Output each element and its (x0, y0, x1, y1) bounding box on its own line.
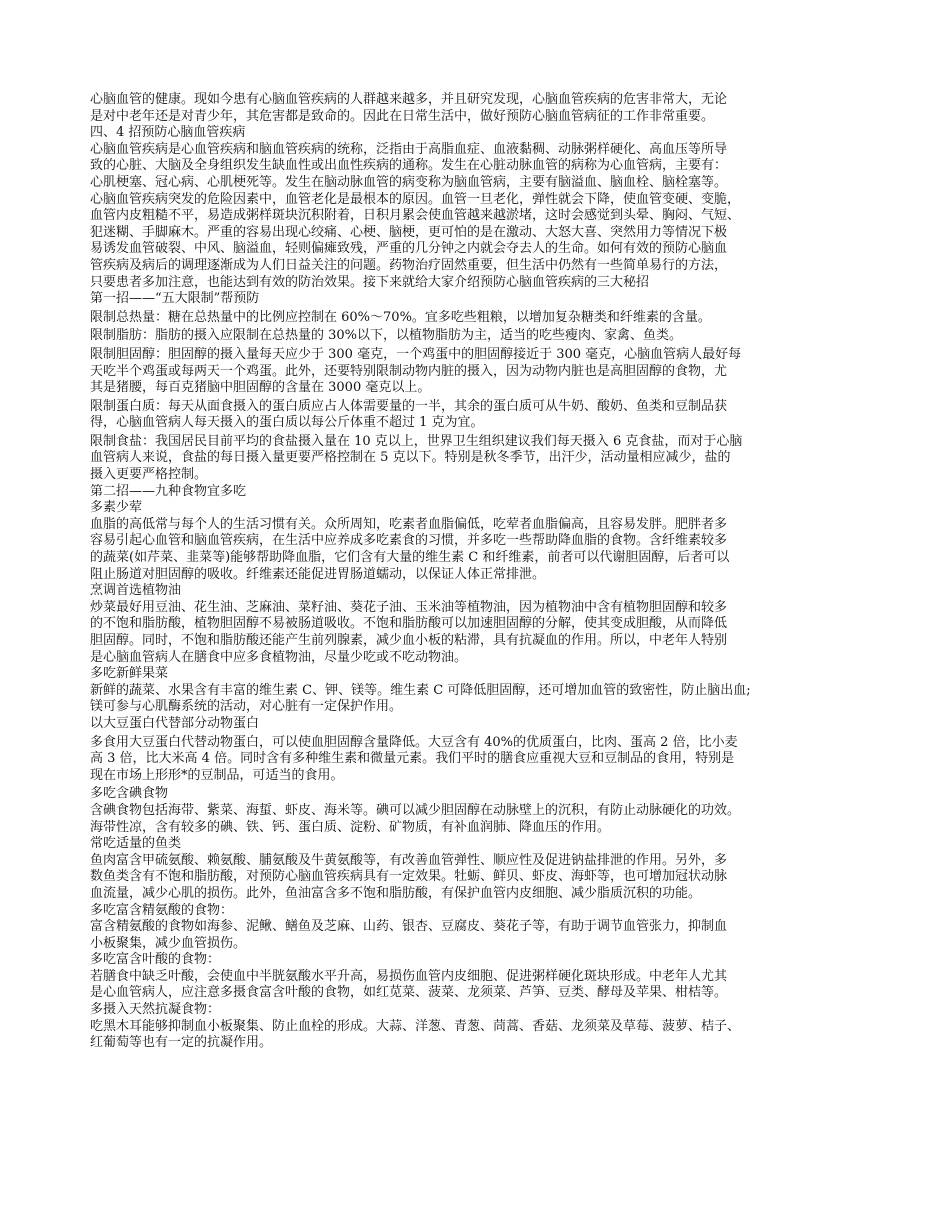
text-line: 多吃富含精氨酸的食物： (90, 902, 234, 918)
text-line: 胆固醇。同时，不饱和脂肪酸还能产生前列腺素，减少血小板的粘滞，具有抗凝血的作用。所以，中老年人特别 (90, 633, 728, 648)
text-line: 鱼肉富含甲硫氨酸、赖氨酸、脯氨酸及牛黄氨酸等，有改善血管弹性、顺应性及促进钠盐排泄的作用。另外，多 (90, 852, 728, 868)
text-line: 多吃含碘食物 (90, 786, 169, 802)
text-line: 数鱼类含有不饱和脂肪酸，对预防心脑血管疾病具有一定效果。牡蛎、鲜贝、虾皮、海虾等，也可增加冠状动脉 (90, 869, 728, 885)
text-line: 是心血管病人，应注意多摄食富含叶酸的食物，如红苋菜、菠菜、龙须菜、芦笋、豆类、酵母及苹果、柑桔等。 (90, 985, 728, 1001)
text-line: 管疾病及病后的调理逐渐成为人们日益关注的问题。药物治疗固然重要，但生活中仍然有一些简单易行的方法， (90, 257, 728, 273)
text-line: 多吃新鲜果菜 (90, 666, 169, 682)
text-line: 现在市场上形形*的豆制品，可适当的食用。 (90, 767, 344, 783)
text-line: 四、4 招预防心脑血管疾病 (90, 125, 246, 141)
text-line: 的蔬菜(如芹菜、韭菜等)能够帮助降血脂，它们含有大量的维生素 C 和纤维素，前者可以代谢胆固醇，后者可以 (90, 550, 730, 566)
text-line: 血脂的高低常与每个人的生活习惯有关。众所周知，吃素者血脂偏低，吃荤者血脂偏高，且容易发胖。肥胖者多 (90, 516, 728, 532)
text-line: 阻止肠道对胆固醇的吸收。纤维素还能促进胃肠道蠕动，以保证人体正常排泄。 (90, 566, 546, 582)
text-line: 是对中老年还是对青少年，其危害都是致命的。因此在日常生活中，做好预防心脑血管病征的工作非常重要。 (90, 108, 715, 124)
text-line: 易诱发血管破裂、中风、脑溢血，轻则偏瘫致残，严重的几分钟之内就会夺去人的生命。如何有效的预防心脑血 (90, 241, 728, 257)
text-line: 第一招——“五大限制”帮预防 (90, 291, 260, 307)
text-line: 第二招——九种食物宜多吃 (90, 483, 247, 499)
text-line: 烹调首选植物油 (90, 583, 182, 599)
text-line: 多食用大豆蛋白代替动物蛋白，可以使血胆固醇含量降低。大豆含有 40%的优质蛋白，比肉、蛋高 2 倍，比小麦 (90, 734, 738, 750)
text-line: 摄入更要严格控制。 (90, 467, 208, 483)
text-line: 含碘食物包括海带、紫菜、海蜇、虾皮、海米等。碘可以减少胆固醇在动脉壁上的沉积，有防止动脉硬化的功效。 (90, 802, 741, 818)
text-line: 限制食盐：我国居民目前平均的食盐摄入量在 10 克以上，世界卫生组织建议我们每天摄入 6 克食盐，而对于心脑 (90, 433, 743, 449)
text-line: 限制蛋白质：每天从面食摄入的蛋白质应占人体需要量的一半，其余的蛋白质可从牛奶、酸奶、鱼类和豆制品获 (90, 398, 728, 414)
text-line: 得，心脑血管病人每天摄入的蛋白质以每公斤体重不超过 1 克为宜。 (90, 415, 484, 431)
text-line: 致的心脏、大脑及全身组织发生缺血性或出血性疾病的通称。发生在心脏动脉血管的病称为心血管病，主要有： (90, 158, 728, 174)
text-line: 心肌梗塞、冠心病、心肌梗死等。发生在脑动脉血管的病变称为脑血管病，主要有脑溢血、脑血栓、脑栓塞等。 (90, 174, 728, 190)
text-line: 若膳食中缺乏叶酸，会使血中半胱氨酸水平升高，易损伤血管内皮细胞、促进粥样硬化斑块形成。中老年人尤其 (90, 968, 728, 984)
text-line: 心脑血管疾病是心血管疾病和脑血管疾病的统称，泛指由于高脂血症、血液黏稠、动脉粥样硬化、高血压等所导 (90, 141, 728, 157)
text-line: 红葡萄等也有一定的抗凝作用。 (90, 1035, 273, 1051)
text-line: 富含精氨酸的食物如海参、泥鳅、鳝鱼及芝麻、山药、银杏、豆腐皮、葵花子等，有助于调节血管张力，抑制血 (90, 919, 728, 935)
text-line: 天吃半个鸡蛋或每两天一个鸡蛋。此外，还要特别限制动物内脏的摄入，因为动物内脏也是高胆固醇的食物，尤 (90, 363, 728, 379)
text-line: 血管病人来说，食盐的每日摄入量更要严格控制在 5 克以下。特别是秋冬季节，出汗少，活动量相应减少，盐的 (90, 450, 731, 466)
text-line: 只要患者多加注意，也能达到有效的防治效果。接下来就给大家介绍预防心脑血管疾病的三大秘招 (90, 274, 650, 290)
text-line: 镁可参与心肌酶系统的活动，对心脏有一定保护作用。 (90, 699, 403, 715)
text-line: 常吃适量的鱼类 (90, 836, 182, 852)
text-line: 犯迷糊、手脚麻木。严重的容易出现心绞痛、心梗、脑梗，更可怕的是在激动、大怒大喜、突然用力等情况下极 (90, 224, 728, 240)
text-line: 多素少荤 (90, 500, 143, 516)
text-line: 多吃富含叶酸的食物： (90, 952, 221, 968)
text-line: 心脑血管疾病突发的危险因素中，血管老化是最根本的原因。血管一旦老化，弹性就会下降，使血管变硬、变脆， (90, 191, 741, 207)
text-line: 心脑血管的健康。现如今患有心脑血管疾病的人群越来越多，并且研究发现，心脑血管疾病的危害非常大，无论 (90, 92, 728, 107)
text-line: 以大豆蛋白代替部分动物蛋白 (90, 715, 260, 731)
text-line: 容易引起心血管和脑血管疾病，在生活中应养成多吃素食的习惯，并多吃一些帮助降血脂的食物。含纤维素较多 (90, 533, 728, 549)
text-line: 吃黑木耳能够抑制血小板聚集、防止血栓的形成。大蒜、洋葱、青葱、茼蒿、香菇、龙须菜及草莓、菠萝、桔子、 (90, 1018, 741, 1034)
text-line: 其是猪腰，每百克猪脑中胆固醇的含量在 3000 毫克以上。 (90, 380, 431, 396)
text-line: 血流量，减少心肌的损伤。此外，鱼油富含多不饱和脂肪酸，有保护血管内皮细胞、减少脂质沉积的功能。 (90, 885, 702, 901)
text-line: 限制总热量：糖在总热量中的比例应控制在 60%～70%。宜多吃些粗粮，以增加复杂糖类和纤维素的含量。 (90, 309, 711, 325)
text-line: 炒菜最好用豆油、花生油、芝麻油、菜籽油、葵花子油、玉米油等植物油，因为植物油中含有植物胆固醇和较多 (90, 599, 728, 615)
text-line: 小板聚集，减少血管损伤。 (90, 935, 247, 951)
text-line: 海带性凉，含有较多的碘、铁、钙、蛋白质、淀粉、矿物质，有补血润肺、降血压的作用。 (90, 819, 611, 835)
text-line: 限制胆固醇：胆固醇的摄入量每天应少于 300 毫克，一个鸡蛋中的胆固醇接近于 300 毫克，心脑血管病人最好每 (90, 346, 742, 362)
text-line: 高 3 倍，比大米高 4 倍。同时含有多种维生素和微量元素。我们平时的膳食应重视大豆和豆制品的食用，特别是 (90, 751, 735, 767)
text-line: 是心脑血管病人在膳食中应多食植物油，尽量少吃或不吃动物油。 (90, 649, 468, 665)
document-body (90, 92, 860, 1052)
text-line: 多摄入天然抗凝食物： (90, 1002, 221, 1018)
text-line: 血管内皮粗糙不平，易造成粥样斑块沉积附着，日积月累会使血管越来越淤堵，这时会感觉到头晕、胸闷、气短、 (90, 208, 741, 224)
text-line: 的不饱和脂肪酸，植物胆固醇不易被肠道吸收。不饱和脂肪酸可以加速胆固醇的分解，使其变成胆酸，从而降低 (90, 616, 728, 632)
text-line: 新鲜的蔬菜、水果含有丰富的维生素 C、钾、镁等。维生素 C 可降低胆固醇，还可增加血管的致密性，防止脑出血; (90, 682, 751, 698)
text-line: 限制脂肪：脂肪的摄入应限制在总热量的 30%以下，以植物脂肪为主，适当的吃些瘦肉、家禽、鱼类。 (90, 328, 683, 344)
